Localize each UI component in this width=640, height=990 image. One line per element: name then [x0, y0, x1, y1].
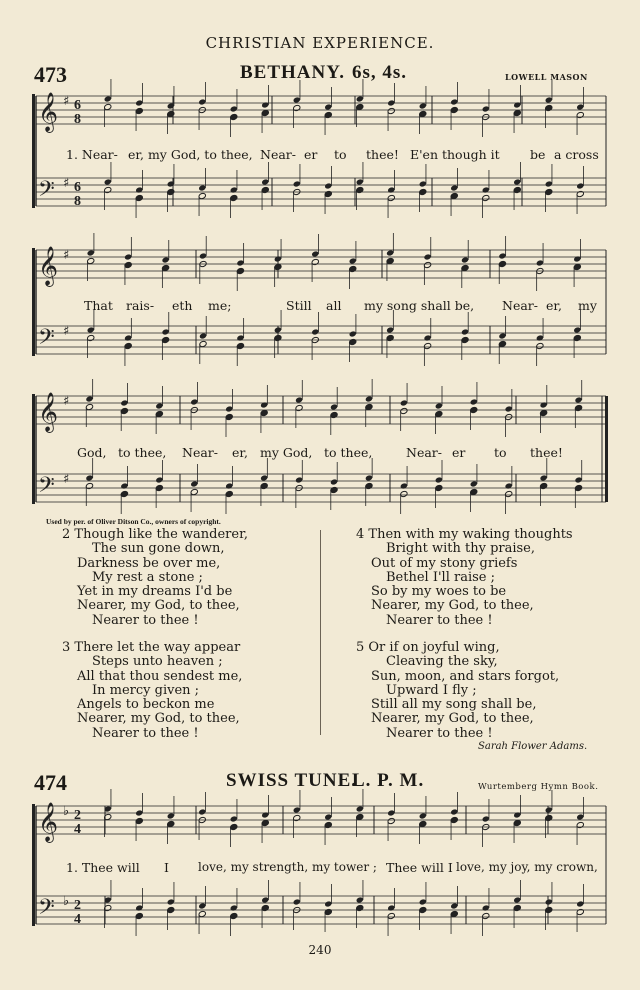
verse-line: Bethel I'll raise ;: [386, 569, 495, 585]
time-signature-icon: 4: [74, 912, 81, 927]
lyric-s1-6: thee!: [366, 147, 399, 162]
lyric-s3-2: to thee,: [118, 445, 167, 460]
verse-2: [62, 528, 248, 628]
treble-clef-icon: 𝄞: [38, 802, 59, 842]
bass-clef-icon: 𝄢: [38, 325, 55, 355]
verse-line: Upward I fly ;: [386, 682, 477, 698]
verse-line: Nearer, my God, to thee,: [371, 598, 534, 614]
lyric-s2-9: er,: [546, 298, 562, 313]
verse-line: Bright with thy praise,: [386, 541, 536, 557]
verse-5: [356, 641, 559, 741]
composer-name: LOWELL MASON: [505, 72, 588, 82]
tune-name-bethany: BETHANY.: [240, 62, 345, 83]
lyric-s3-9: to: [494, 445, 507, 460]
lyric-s1-2: er, my God, to thee,: [128, 147, 253, 162]
verse-line: Nearer, my God, to thee,: [77, 711, 240, 727]
treble-clef-icon: 𝄞: [38, 92, 59, 132]
verse-line: Out of my stony griefs: [371, 555, 518, 571]
meter-bethany: 6s, 4s.: [352, 62, 408, 83]
hymn-number-473: 473: [34, 62, 67, 87]
time-signature-icon: 2: [74, 808, 81, 823]
lyric-s2-2: rais-: [126, 298, 155, 313]
bass-clef-icon: 𝄢: [38, 895, 55, 925]
lyric-s3-1: God,: [77, 445, 107, 460]
verse-line: All that thou sendest me,: [77, 668, 243, 684]
verse-line: So by my woes to be: [371, 584, 507, 600]
lyric-s3-6: to thee,: [324, 445, 373, 460]
sharp-icon: ♯: [63, 472, 70, 487]
lyric-s3-7: Near-: [406, 445, 442, 460]
verse-3: [62, 641, 242, 741]
verse-line: My rest a stone ;: [92, 569, 203, 585]
system-brace: [32, 248, 35, 356]
time-signature-icon: 6: [74, 180, 81, 195]
lyric-s2-8: Near-: [502, 298, 538, 313]
lyric-s3-4: er,: [232, 445, 248, 460]
copyright-credit: Used by per. of Oliver Ditson Co., owners of copyright.: [46, 517, 221, 526]
flat-icon: ♭: [63, 894, 70, 909]
section-title: CHRISTIAN EXPERIENCE.: [205, 34, 435, 52]
verse-line: Darkness be over me,: [77, 555, 221, 571]
verse-line: Nearer, my God, to thee,: [77, 598, 240, 614]
system-brace: [32, 804, 35, 926]
lyric-s2-3: eth: [172, 298, 193, 313]
verse-line: 3 There let the way appear: [62, 640, 241, 655]
bass-clef-icon: 𝄢: [38, 177, 55, 207]
verse-line: Steps unto heaven ;: [92, 654, 223, 670]
sharp-icon: ♯: [63, 176, 70, 191]
sharp-icon: ♯: [63, 324, 70, 339]
verse-line: Sun, moon, and stars forgot,: [371, 668, 560, 684]
tune-name-swiss: SWISS TUNE.: [226, 770, 358, 791]
verse-line: Angels to beckon me: [77, 697, 215, 713]
bass-clef-icon: 𝄢: [38, 473, 55, 503]
lyric-s2-1: That: [84, 298, 113, 313]
lyric-s4-3: love, my strength, my tower ;: [198, 860, 377, 874]
time-signature-icon: 8: [74, 112, 81, 127]
column-divider: [320, 530, 321, 735]
lyric-s4-2: I: [164, 860, 169, 875]
system-brace: [32, 394, 35, 504]
lyric-s1-3: Near-: [260, 147, 296, 162]
sharp-icon: ♯: [63, 94, 70, 109]
verse-line: Nearer, my God, to thee,: [371, 711, 534, 727]
system-brace: [32, 94, 35, 208]
lyric-s1-9: a cross: [554, 147, 599, 162]
final-barline: [605, 396, 608, 502]
treble-clef-icon: 𝄞: [38, 392, 59, 432]
lyric-s2-5: Still: [286, 298, 312, 313]
lyric-s3-8: er: [452, 445, 466, 460]
lyric-s1-7: E'en though it: [410, 147, 500, 162]
page-number: 240: [308, 943, 332, 957]
lyric-s3-3: Near-: [182, 445, 218, 460]
flat-icon: ♭: [63, 804, 70, 819]
hymn-author: Sarah Flower Adams.: [478, 741, 588, 752]
lyric-s2-4: me;: [208, 298, 232, 313]
verse-line: Yet in my dreams I'd be: [77, 584, 233, 600]
time-signature-icon: 2: [74, 898, 81, 913]
lyric-s2-10: my: [578, 298, 597, 313]
verse-line: Nearer to thee !: [92, 725, 199, 741]
verse-4: [356, 528, 573, 628]
verse-line: 4 Then with my waking thoughts: [356, 527, 573, 542]
sharp-icon: ♯: [63, 248, 70, 263]
time-signature-icon: 4: [74, 822, 81, 837]
lyric-s1-8: be: [530, 147, 546, 162]
lyric-s4-5: love, my joy, my crown,: [456, 860, 598, 874]
verse-line: Cleaving the sky,: [386, 654, 498, 670]
verse-line: In mercy given ;: [92, 682, 200, 698]
treble-clef-icon: 𝄞: [38, 246, 59, 286]
hymn-number-474: 474: [34, 770, 67, 795]
lyric-s1-4: er: [304, 147, 318, 162]
lyric-s4-1: 1. Thee will: [66, 860, 140, 875]
tune-source: Wurtemberg Hymn Book.: [478, 782, 599, 792]
lyric-s2-6: all: [326, 298, 342, 313]
verse-line: The sun gone down,: [92, 541, 225, 557]
meter-swiss: L. P. M.: [352, 770, 425, 791]
verse-line: Nearer to thee !: [92, 612, 199, 628]
time-signature-icon: 6: [74, 98, 81, 113]
verse-line: Nearer to thee !: [386, 725, 493, 741]
lyric-s4-4: Thee will I: [386, 860, 453, 875]
time-signature-icon: 8: [74, 194, 81, 209]
verse-line: Still all my song shall be,: [371, 697, 537, 713]
verse-line: Nearer to thee !: [386, 612, 493, 628]
lyric-s2-7: my song shall be,: [364, 298, 475, 313]
sharp-icon: ♯: [63, 394, 70, 409]
verse-line: 5 Or if on joyful wing,: [356, 640, 500, 655]
lyric-s1-1: 1. Near-: [66, 147, 118, 162]
lyric-s3-10: thee!: [530, 445, 563, 460]
lyric-s1-5: to: [334, 147, 347, 162]
verse-line: 2 Though like the wanderer,: [62, 527, 249, 542]
lyric-s3-5: my God,: [260, 445, 313, 460]
